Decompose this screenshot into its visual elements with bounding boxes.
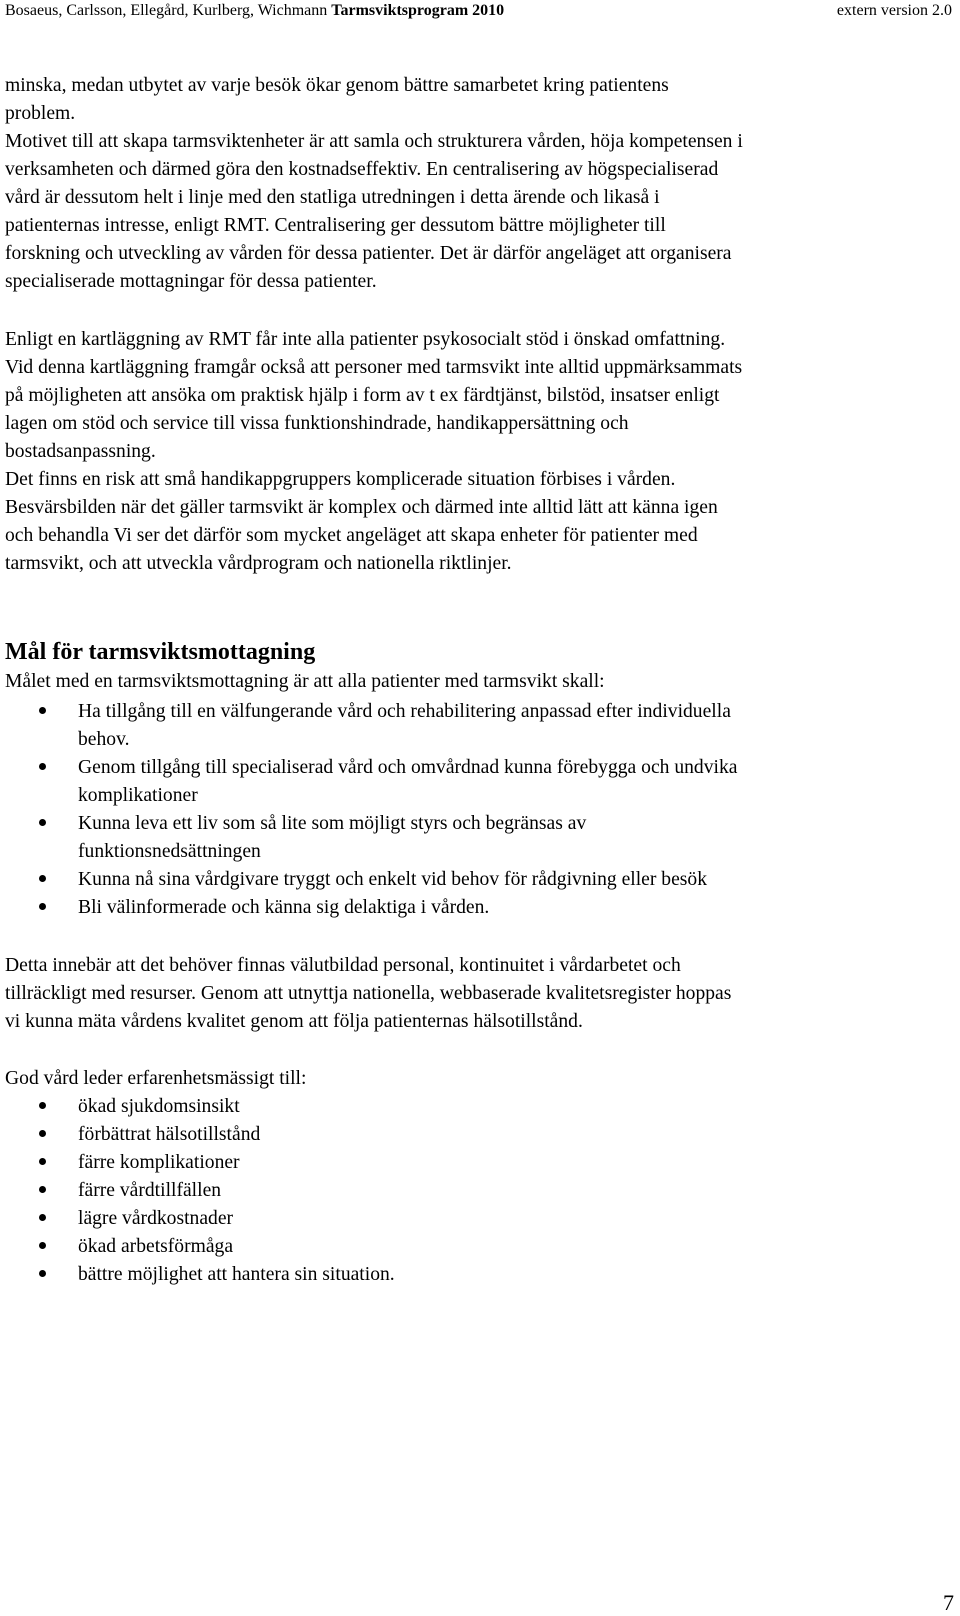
bullet-icon [39, 707, 46, 714]
body-line: bostadsanpassning. [5, 441, 156, 462]
bullet-icon [39, 1186, 46, 1193]
section-heading: Mål för tarmsviktsmottagning [5, 639, 316, 665]
bullet-icon [39, 1158, 46, 1165]
outcome-label: bättre möjlighet att hantera sin situation. [78, 1264, 395, 1285]
body-line: Det finns en risk att små handikappgruppers komplicerade situation förbises i vården. [5, 469, 676, 490]
outcome-label: färre komplikationer [78, 1152, 240, 1173]
care-lead: God vård leder erfarenhetsmässigt till: [5, 1068, 307, 1089]
goal-line: Kunna leva ett liv som så lite som möjligt styrs och begränsas av [78, 813, 587, 834]
header-authors: Bosaeus, Carlsson, Ellegård, Kurlberg, Wichmann [5, 2, 328, 19]
outcome-label: lägre vårdkostnader [78, 1208, 234, 1229]
intro-line: forskning och utveckling av vården för dessa patienter. Det är därför angeläget att organisera [5, 243, 732, 264]
goal-line: Ha tillgång till en välfungerande vård och rehabilitering anpassad efter individuella [78, 701, 731, 722]
header-version: extern version 2.0 [836, 2, 952, 19]
body-line: och behandla Vi ser det därför som mycket angeläget att skapa enheter för patienter med [5, 525, 698, 546]
goal-line: behov. [78, 729, 130, 750]
outcome-label: färre vårdtillfällen [78, 1180, 222, 1201]
section-lead: Målet med en tarmsviktsmottagning är att alla patienter med tarmsvikt skall: [5, 671, 605, 692]
body-line: tillräckligt med resurser. Genom att utnyttja nationella, webbaserade kvalitetsregister hoppas [5, 983, 732, 1004]
body-line: Vid denna kartläggning framgår också att personer med tarmsvikt inte alltid uppmärksammats [5, 357, 743, 378]
goal-line: komplikationer [78, 785, 198, 806]
header-left [5, 0, 504, 22]
body-line: Besvärsbilden när det gäller tarmsvikt är komplex och därmed inte alltid lätt att känna igen [5, 497, 718, 518]
goal-line: Genom tillgång till specialiserad vård och omvårdnad kunna förebygga och undvika [78, 757, 738, 778]
body-line: lagen om stöd och service till vissa funktionshindrade, handikappersättning och [5, 413, 629, 434]
bullet-icon [39, 1102, 46, 1109]
body-line: vi kunna mäta vårdens kvalitet genom att följa patienternas hälsotillstånd. [5, 1011, 583, 1032]
page-number: 7 [943, 1590, 954, 1615]
intro-line: patienternas intresse, enligt RMT. Centralisering ger dessutom bättre möjligheter till [5, 215, 666, 236]
bullet-icon [39, 875, 46, 882]
bullet-icon [39, 1214, 46, 1221]
intro-line: minska, medan utbytet av varje besök ökar genom bättre samarbetet kring patientens [5, 75, 669, 96]
bullet-icon [39, 1270, 46, 1277]
body-line: tarmsvikt, och att utveckla vårdprogram och nationella riktlinjer. [5, 553, 512, 574]
goal-line: Bli välinformerade och känna sig delaktiga i vården. [78, 897, 490, 918]
body-line: på möjligheten att ansöka om praktisk hjälp i form av t ex färdtjänst, bilstöd, insatser enligt [5, 385, 720, 406]
bullet-icon [39, 1130, 46, 1137]
outcome-label: ökad arbetsförmåga [78, 1236, 234, 1257]
page-header [5, 0, 952, 22]
bullet-icon [39, 903, 46, 910]
body-line: Detta innebär att det behöver finnas välutbildad personal, kontinuitet i vårdarbetet och [5, 955, 681, 976]
intro-line: vård är dessutom helt i linje med den statliga utredningen i detta ärende och likaså i [5, 187, 660, 208]
bullet-icon [39, 819, 46, 826]
intro-line: verksamheten och därmed göra den kostnadseffektiv. En centralisering av högspecialiserad [5, 159, 719, 180]
intro-line: Motivet till att skapa tarmsviktenheter är att samla och strukturera vården, höja kompetensen i [5, 131, 743, 152]
bullet-icon [39, 763, 46, 770]
outcome-label: förbättrat hälsotillstånd [78, 1124, 261, 1145]
bullet-icon [39, 1242, 46, 1249]
header-title: Tarmsviktsprogram 2010 [331, 2, 505, 19]
intro-line: specialiserade mottagningar för dessa patienter. [5, 271, 377, 292]
body-line: Enligt en kartläggning av RMT får inte alla patienter psykosocialt stöd i önskad omfattning. [5, 329, 726, 350]
outcome-label: ökad sjukdomsinsikt [78, 1096, 240, 1117]
intro-line: problem. [5, 103, 76, 124]
goal-line: Kunna nå sina vårdgivare tryggt och enkelt vid behov för rådgivning eller besök [78, 869, 707, 890]
goal-line: funktionsnedsättningen [78, 841, 261, 862]
